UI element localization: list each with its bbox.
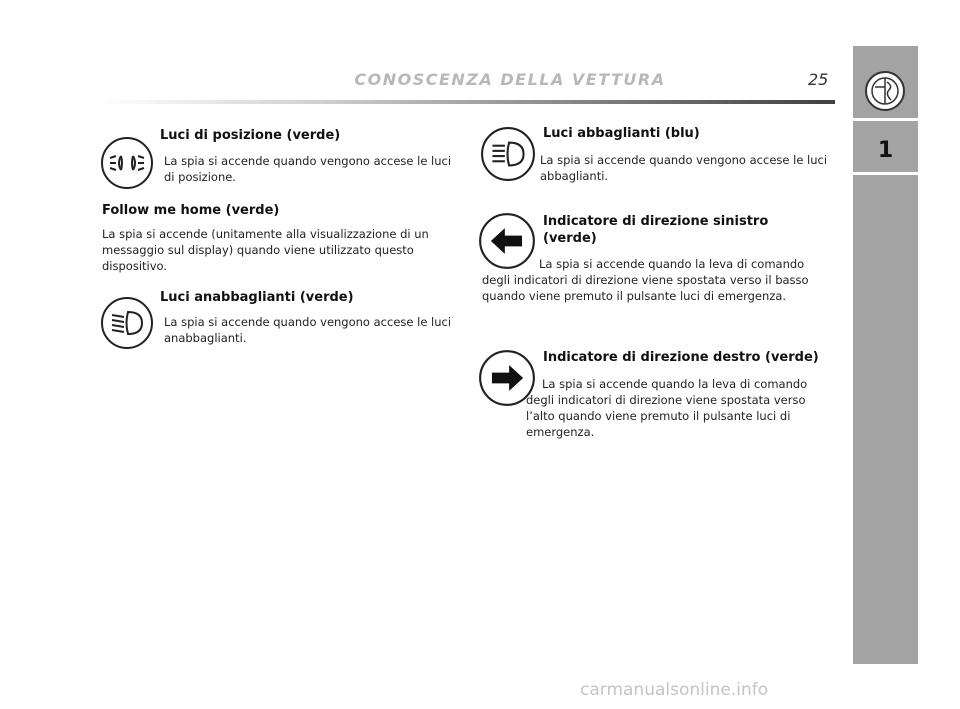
sinistro-text: La spia si accende quando la leva di comando degli indicatori di direzione viene spostata verso il basso quando viene premuto il pulsante luci di emergenza. bbox=[482, 257, 809, 303]
tab-divider-top bbox=[853, 118, 918, 121]
posizione-title: Luci di posizione (verde) bbox=[160, 128, 341, 143]
posizione-text: La spia si accende quando vengono accese le luci di posizione. bbox=[164, 154, 452, 184]
watermark: carmanualsonline.info bbox=[580, 680, 769, 700]
follow-text: La spia si accende (unitamente alla visualizzazione di un messaggio sul display) quando viene utilizzato questo dispositivo. bbox=[102, 227, 429, 273]
position-lights-icon bbox=[100, 136, 154, 190]
header-rule bbox=[100, 100, 835, 104]
anabbaglianti-title: Luci anabbaglianti (verde) bbox=[160, 290, 354, 305]
abbaglianti-text: La spia si accende quando vengono accese le luci abbaglianti. bbox=[540, 153, 828, 183]
sinistro-title: Indicatore di direzione sinistro bbox=[543, 214, 769, 229]
sinistro-title-line2: (verde) bbox=[543, 231, 597, 246]
low-beam-icon bbox=[100, 296, 154, 350]
follow-title: Follow me home (verde) bbox=[102, 203, 280, 218]
anabbaglianti-text: La spia si accende quando vengono accese le luci anabbaglianti. bbox=[164, 315, 452, 345]
destro-text: La spia si accende quando la leva di comando degli indicatori di direzione viene spostata verso l’alto quando viene premuto il pulsante luci di emergenza. bbox=[526, 377, 808, 439]
chapter-number: 1 bbox=[877, 138, 894, 163]
abbaglianti-title: Luci abbaglianti (blu) bbox=[543, 126, 700, 141]
page-number: 25 bbox=[808, 70, 829, 89]
page-header-title: CONOSCENZA DELLA VETTURA bbox=[354, 70, 666, 89]
alfa-romeo-badge-icon bbox=[864, 70, 906, 112]
destro-title: Indicatore di direzione destro (verde) bbox=[543, 350, 819, 365]
high-beam-icon bbox=[480, 126, 536, 182]
tab-divider-bottom bbox=[853, 172, 918, 175]
